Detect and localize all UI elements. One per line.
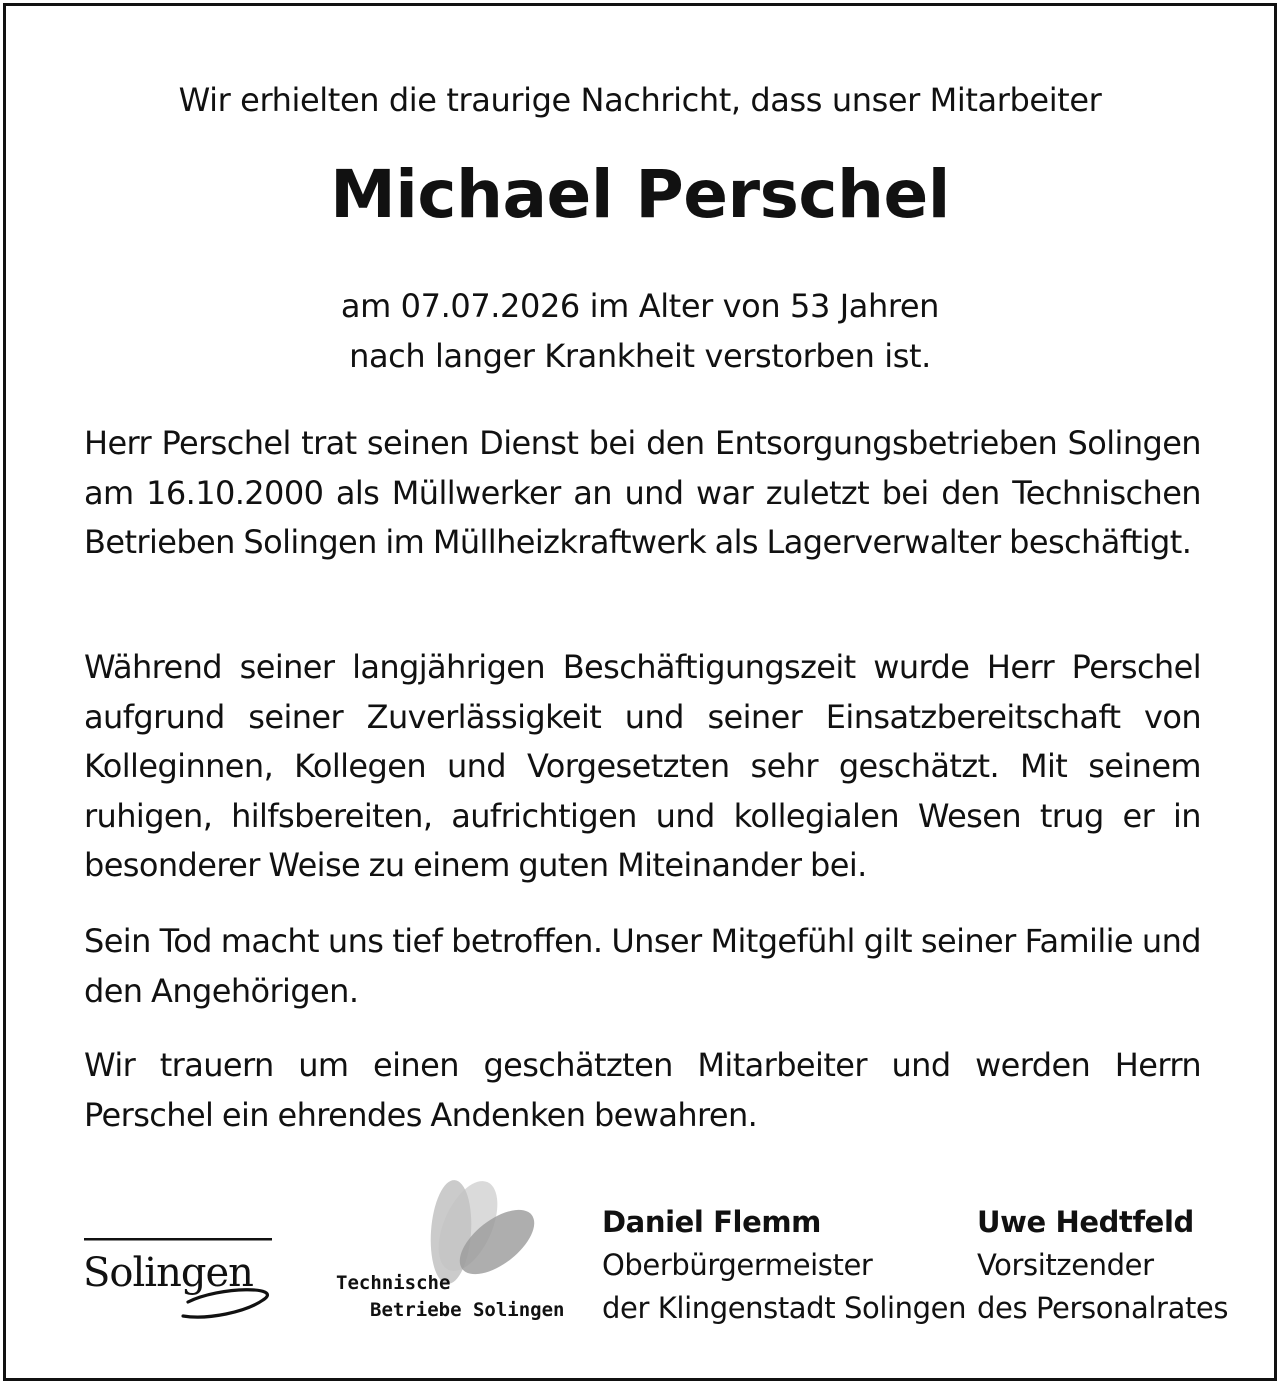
tbs-company-logo <box>332 1176 565 1326</box>
obituary-notice <box>3 3 1277 1381</box>
signatory-name: Daniel Flemm <box>602 1205 821 1239</box>
signatory-title: des Personalrates <box>977 1291 1229 1325</box>
career-paragraph: Herr Perschel trat seinen Dienst bei den Entsorgungsbetrieben Solingen am 16.10.2000 als Müllwerker an und war zuletzt bei den Technischen Betrieben Solingen im Müllheizkraftwerk als Lagerverwalter beschäftigt. <box>84 424 1201 561</box>
signatory-name: Uwe Hedtfeld <box>977 1205 1194 1239</box>
condolence-paragraph: Sein Tod macht uns tief betroffen. Unser Mitgefühl gilt seiner Familie und den Angehörigen. <box>84 922 1201 1010</box>
signatory-title: der Klingenstadt Solingen <box>602 1291 967 1325</box>
logo-rule <box>84 1238 272 1241</box>
signatory-title: Oberbürgermeister <box>602 1248 873 1282</box>
death-date-line: am 07.07.2026 im Alter von 53 Jahren <box>340 287 940 325</box>
signatory-mayor <box>602 1201 966 1330</box>
petals-icon <box>427 1172 546 1286</box>
tbs-logo-line-2: Betriebe Solingen <box>370 1299 565 1321</box>
intro-line: Wir erhielten die traurige Nachricht, dass unser Mitarbeiter <box>178 81 1102 119</box>
deceased-name: Michael Perschel <box>330 156 950 233</box>
signatory-title: Vorsitzender <box>977 1248 1154 1282</box>
death-cause-line: nach langer Krankheit verstorben ist. <box>349 337 931 375</box>
solingen-city-logo <box>80 1236 276 1328</box>
signatory-works-council <box>977 1201 1228 1330</box>
solingen-wordmark: Solingen <box>83 1250 253 1296</box>
tbs-logo-line-1: Technische <box>336 1272 451 1294</box>
death-details <box>6 281 1274 381</box>
tribute-paragraph: Während seiner langjährigen Beschäftigungszeit wurde Herr Perschel aufgrund seiner Zuverlässigkeit und seiner Einsatzbereitschaft von Kolleginnen, Kollegen und Vorgesetzten sehr geschätzt. Mit seinem ruhigen, hilfsbereiten, aufrichtigen und kollegialen Wesen trug er in besonderer Weise zu einem guten Miteinander bei. <box>84 648 1201 884</box>
remembrance-paragraph: Wir trauern um einen geschätzten Mitarbeiter und werden Herrn Perschel ein ehrendes Andenken bewahren. <box>84 1046 1201 1134</box>
